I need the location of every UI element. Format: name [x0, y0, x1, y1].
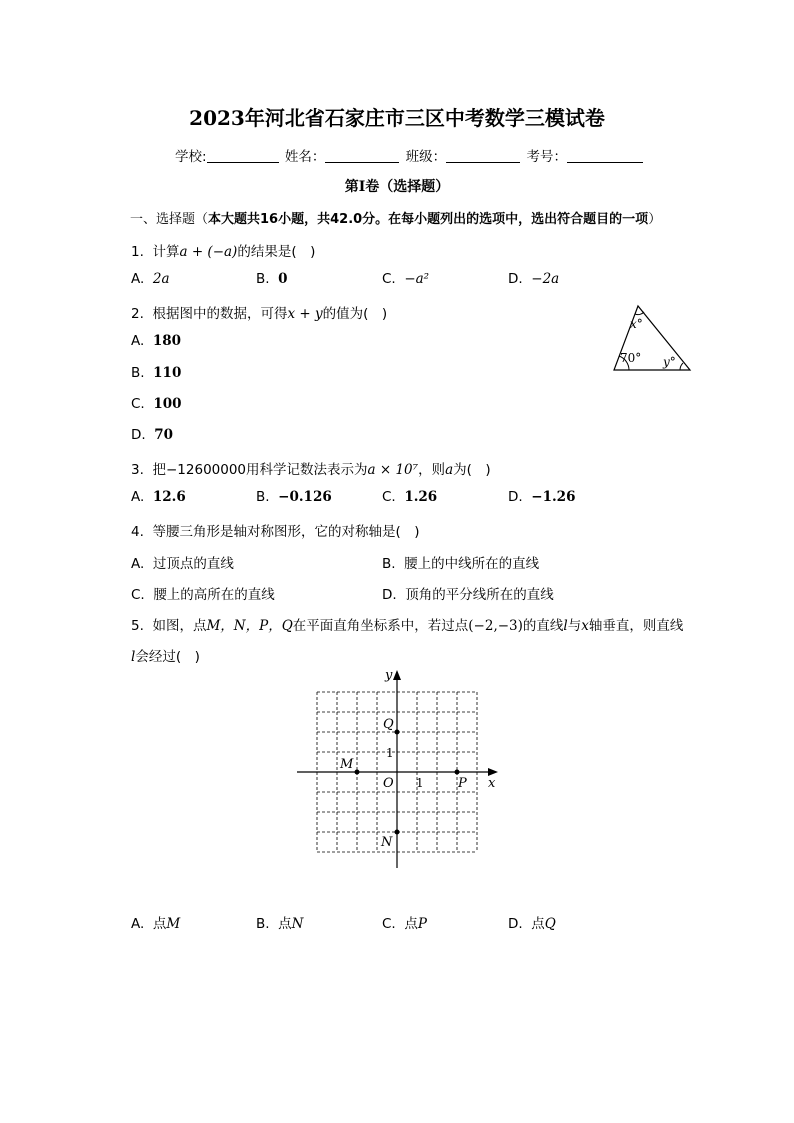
option-label: A. — [131, 489, 145, 505]
option-a[interactable] — [131, 333, 181, 349]
class-label: 班级： — [405, 149, 447, 165]
option-b[interactable] — [131, 365, 181, 381]
math-expression: x + y — [287, 306, 323, 322]
option-label: C. — [131, 396, 145, 412]
option-label: B. — [256, 271, 270, 287]
section1-rule: 本大题共16小题，共42.0分。在每小题列出的选项中，选出符合题目的一项 — [208, 212, 649, 227]
question-text: 会经过( ) — [135, 649, 200, 665]
math-variable: l — [563, 618, 568, 634]
option-text: 1.26 — [404, 489, 438, 505]
question-text: 如图，点 — [152, 618, 207, 634]
option-text: 过顶点的直线 — [152, 556, 234, 572]
option-text: 2a — [152, 271, 170, 287]
option-text: −2a — [531, 271, 560, 287]
option-label: A. — [131, 556, 145, 572]
section1-suffix: ） — [648, 212, 662, 227]
option-a[interactable] — [131, 271, 170, 287]
y-axis-arrow — [393, 670, 401, 680]
exam-number-label: 考号： — [526, 149, 567, 165]
section1-heading — [130, 208, 661, 227]
question-text: 轴垂直，则直线 — [588, 618, 684, 634]
triangle-figure — [608, 300, 698, 376]
option-text: 0 — [278, 271, 288, 287]
question-text: 与 — [567, 618, 582, 634]
question-text: ，则 — [418, 462, 446, 478]
question-text: 的值为( ) — [322, 306, 388, 322]
option-d[interactable] — [382, 583, 554, 603]
question-text: 等腰三角形是轴对称图形，它的对称轴是( ) — [152, 524, 420, 540]
option-c[interactable] — [382, 489, 437, 505]
option-text: 70 — [154, 427, 174, 443]
option-text: P — [417, 916, 427, 932]
question-1-stem — [131, 240, 315, 260]
option-label: C. — [382, 271, 396, 287]
option-label: B. — [256, 916, 270, 932]
math-coordinate: (−2,−3) — [468, 618, 523, 634]
point-m — [355, 770, 360, 775]
option-label: C. — [131, 587, 145, 603]
x-tick-label-1: 1 — [416, 776, 424, 790]
option-text: Q — [544, 916, 556, 932]
section1-prefix: 一、选择题（ — [130, 212, 209, 227]
option-a[interactable] — [131, 489, 186, 505]
option-text: 12.6 — [152, 489, 186, 505]
math-variable: l — [131, 649, 136, 665]
point-p — [455, 770, 460, 775]
option-b[interactable] — [256, 489, 332, 505]
question-text: 在平面直角坐标系中，若过点 — [292, 618, 469, 634]
option-label: C. — [382, 489, 396, 505]
option-d[interactable] — [508, 489, 575, 505]
question-text: 把−12600000用科学记数法表示为 — [152, 462, 368, 478]
question-text: 根据图中的数据，可得 — [152, 306, 288, 322]
angle-label-x: x° — [630, 317, 643, 331]
x-axis-arrow — [488, 768, 498, 776]
origin-label: O — [383, 776, 394, 791]
option-a[interactable] — [131, 912, 180, 932]
option-label: D. — [382, 587, 397, 603]
option-b[interactable] — [256, 912, 303, 932]
option-b[interactable] — [382, 552, 539, 572]
math-points: M，N，P，Q — [206, 618, 293, 634]
class-blank — [446, 162, 520, 163]
option-d[interactable] — [508, 912, 556, 932]
option-label: D. — [508, 489, 523, 505]
option-c[interactable] — [131, 583, 275, 603]
x-axis-label: x — [488, 776, 496, 791]
question-text: 为( ) — [453, 462, 491, 478]
option-text: 180 — [152, 333, 182, 349]
point-q-label: Q — [383, 717, 394, 732]
section-title: 第I卷（选择题） — [344, 179, 450, 195]
option-text: 顶角的平分线所在的直线 — [405, 587, 554, 603]
option-label: D. — [508, 271, 523, 287]
question-2-stem — [131, 302, 387, 322]
exam-number-blank — [567, 162, 643, 163]
option-label: C. — [382, 916, 396, 932]
angle-arc-right — [680, 363, 683, 370]
student-info-line — [175, 145, 645, 165]
option-c[interactable] — [131, 396, 182, 412]
option-label: B. — [256, 489, 270, 505]
school-label: 学校: — [175, 149, 207, 165]
option-label: D. — [508, 916, 523, 932]
option-label: B. — [131, 365, 145, 381]
y-axis-label: y — [385, 668, 393, 683]
option-text: −1.26 — [531, 489, 576, 505]
question-text: 的结果是( ) — [237, 244, 316, 260]
math-variable: x — [581, 618, 589, 634]
question-5-stem-line2 — [131, 645, 200, 665]
school-blank — [207, 162, 279, 163]
option-b[interactable] — [256, 271, 288, 287]
question-text: 计算 — [152, 244, 180, 260]
name-blank — [325, 162, 399, 163]
exam-title: 2023年河北省石家庄市三区中考数学三模试卷 — [189, 106, 605, 130]
point-p-label: P — [458, 776, 467, 791]
option-text: 腰上的中线所在的直线 — [404, 556, 540, 572]
name-label: 姓名： — [284, 149, 326, 165]
point-m-label: M — [340, 757, 354, 772]
coordinate-grid-figure — [292, 664, 502, 874]
option-d[interactable] — [508, 271, 559, 287]
option-text: 110 — [153, 365, 182, 381]
option-label: D. — [131, 427, 146, 443]
option-label: A. — [131, 333, 145, 349]
option-prefix: 点 — [152, 916, 167, 932]
option-c[interactable] — [382, 271, 429, 287]
angle-label-y: y° — [663, 355, 676, 369]
question-number: 2. — [131, 306, 144, 322]
option-text: −0.126 — [278, 489, 332, 505]
angle-label-70: 70° — [620, 351, 642, 365]
math-expression: a × 10⁷ — [367, 462, 419, 478]
point-n-label: N — [381, 835, 393, 850]
option-label: A. — [131, 916, 145, 932]
question-5-stem-line1 — [131, 614, 683, 634]
option-prefix: 点 — [404, 916, 418, 932]
question-text: 的直线 — [522, 618, 564, 634]
point-q — [395, 730, 400, 735]
option-text: N — [291, 916, 304, 932]
option-prefix: 点 — [531, 916, 545, 932]
question-number: 1. — [131, 244, 144, 260]
y-tick-label-1: 1 — [386, 746, 394, 760]
option-d[interactable] — [131, 427, 173, 443]
option-c[interactable] — [382, 912, 427, 932]
option-text: M — [166, 916, 181, 932]
option-a[interactable] — [131, 552, 234, 572]
question-number: 3. — [131, 462, 144, 478]
point-n — [395, 830, 400, 835]
option-text: −a² — [404, 271, 430, 287]
question-4-stem — [131, 520, 420, 540]
option-label: A. — [131, 271, 145, 287]
question-number: 4. — [131, 524, 144, 540]
math-expression: a + (−a) — [179, 244, 238, 260]
option-label: B. — [382, 556, 396, 572]
option-prefix: 点 — [278, 916, 292, 932]
option-text: 100 — [153, 396, 182, 412]
question-number: 5. — [131, 618, 144, 634]
option-text: 腰上的高所在的直线 — [153, 587, 275, 603]
question-3-stem — [131, 458, 491, 478]
math-variable: a — [445, 462, 454, 478]
